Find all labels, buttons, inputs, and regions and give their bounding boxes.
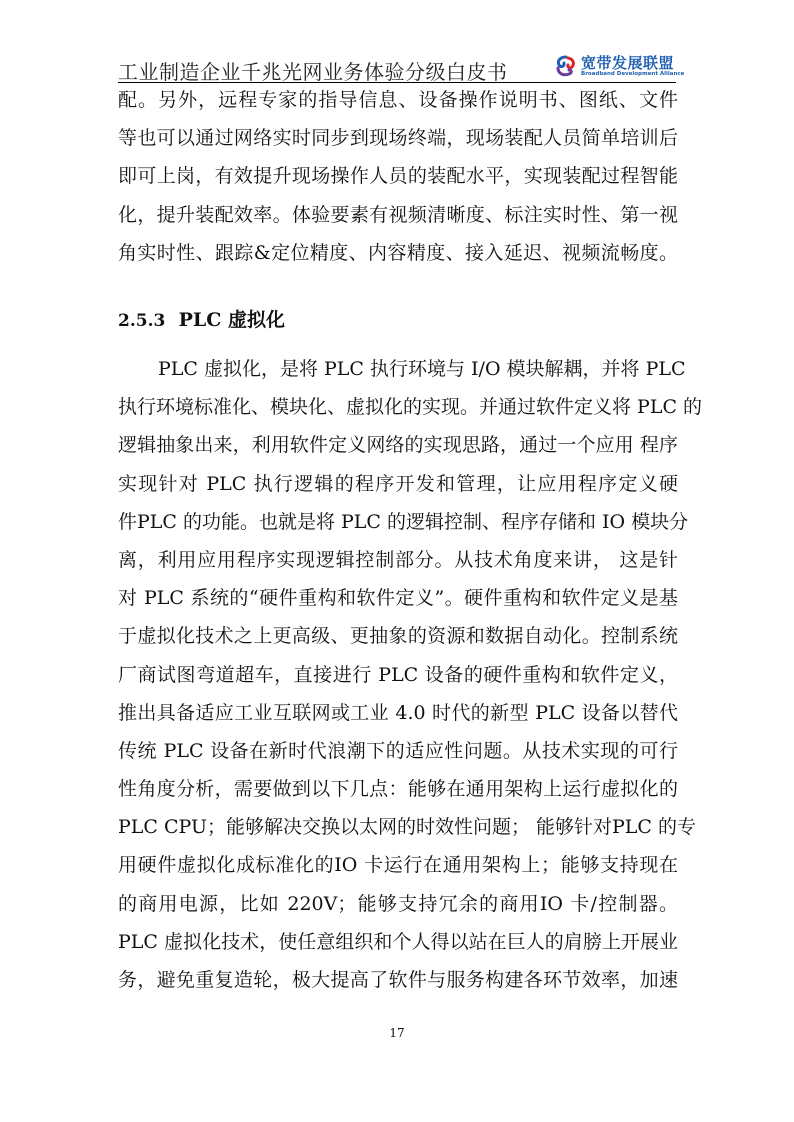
paragraph-line: 用硬件虚拟化成标准化的IO 卡运行在通用架构上；能够支持现在 xyxy=(118,854,678,877)
section-number: 2.5.3 xyxy=(118,311,166,331)
paragraph-line: 件PLC 的功能。也就是将 PLC 的逻辑控制、程序存储和 IO 模块分 xyxy=(118,510,689,533)
paragraph-line: 配。另外，远程专家的指导信息、设备操作说明书、图纸、文件 xyxy=(118,89,678,111)
section-heading xyxy=(118,305,285,332)
paragraph-line: 性角度分析，需要做到以下几点：能够在通用架构上运行虚拟化的 xyxy=(118,778,678,801)
paragraph-line: 化，提升装配效率。体验要素有视频清晰度、标注实时性、第一视 xyxy=(118,203,678,226)
paragraph-line: 传统 PLC 设备在新时代浪潮下的适应性问题。从技术实现的可行 xyxy=(118,739,678,762)
page-number: 17 xyxy=(389,1026,405,1040)
paragraph-line: 对 PLC 系统的“硬件重构和软件定义”。硬件重构和软件定义是基 xyxy=(118,587,678,610)
section-paragraph xyxy=(118,350,703,999)
paragraph-line: 逻辑抽象出来，利用软件定义网络的实现思路，通过一个应用 程序 xyxy=(118,434,678,457)
document-title: 工业制造企业千兆光网业务体验分级白皮书 xyxy=(118,60,508,84)
paragraph-line: 角实时性、跟踪&定位精度、内容精度、接入延迟、视频流畅度。 xyxy=(118,241,678,264)
paragraph-line: 于虚拟化技术之上更高级、更抽象的资源和数据自动化。控制系统 xyxy=(118,625,678,648)
alliance-logo xyxy=(554,52,685,82)
paragraph-line: 离，利用应用程序实现逻辑控制部分。从技术角度来讲， 这是针 xyxy=(118,548,678,571)
alliance-name-en: Broadband Development Alliance xyxy=(581,71,685,77)
alliance-logo-icon xyxy=(554,54,578,78)
paragraph-line: PLC CPU；能够解决交换以太网的时效性问题； 能够针对PLC 的专 xyxy=(118,816,696,839)
paragraph-line: 执行环境标准化、模块化、虚拟化的实现。并通过软件定义将 PLC 的 xyxy=(118,396,703,419)
paragraph-line: 厂商试图弯道超车，直接进行 PLC 设备的硬件重构和软件定义， xyxy=(118,663,678,686)
paragraph-line: 即可上岗，有效提升现场操作人员的装配水平，实现装配过程智能 xyxy=(118,165,678,188)
paragraph-line: 实现针对 PLC 执行逻辑的程序开发和管理，让应用程序定义硬 xyxy=(118,472,678,495)
paragraph-line: 等也可以通过网络实时同步到现场终端，现场装配人员简单培训后 xyxy=(118,127,678,150)
continued-paragraph xyxy=(118,81,678,272)
section-title: PLC 虚拟化 xyxy=(178,309,285,331)
paragraph-line: 务，避免重复造轮，极大提高了软件与服务构建各环节效率，加速 xyxy=(118,969,678,991)
paragraph-line: PLC 虚拟化，是将 PLC 执行环境与 I/O 模块解耦，并将 PLC xyxy=(158,358,686,380)
alliance-name-cn: 宽带发展联盟 xyxy=(581,54,675,72)
paragraph-line: PLC 虚拟化技术，使任意组织和个人得以站在巨人的肩膀上开展业 xyxy=(118,930,678,953)
paragraph-line: 推出具备适应工业互联网或工业 4.0 时代的新型 PLC 设备以替代 xyxy=(118,701,678,724)
paragraph-line: 的商用电源，比如 220V；能够支持冗余的商用IO 卡/控制器。 xyxy=(118,892,678,915)
page-header xyxy=(118,50,685,84)
